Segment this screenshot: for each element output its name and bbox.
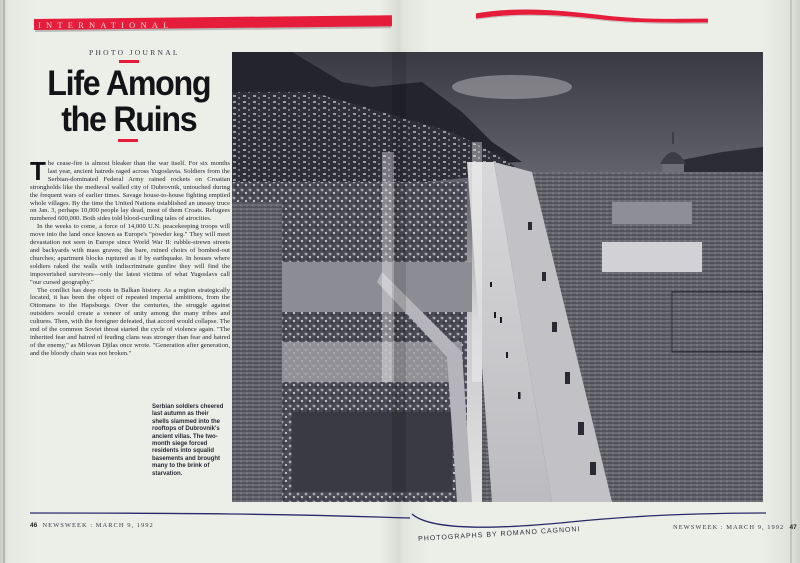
drop-cap: T bbox=[30, 156, 46, 186]
photo-credit: PHOTOGRAPHS BY ROMANO CAGNONI bbox=[418, 526, 581, 543]
photo-caption: Serbian soldiers cheered last autumn as their shells slammed into the rooftops of Dubrovnik's ancient villas. The two-month siege forced residents into squalid basements and brought many to the brink of starvation. bbox=[152, 404, 224, 477]
paragraph-3: The conflict has deep roots in Balkan history. As a region strategically located, it has been the object of repeated imperial ambitions, from the Ottomans to the Hapsburgs. Over the centuries, the struggle against outsiders would create a veneer of unity among the many tribes and cultures. Then, with the foreigner defeated, that accord would collapse. The end of the common Soviet threat started the cycle of violence again. "The inherited fear and hatred of feuding clans was stronger than fear and hatred of the enemy," as Milovan Djilas once wrote. "Generation after generation, and the bloody chain was not broken." bbox=[30, 286, 230, 357]
section-label: INTERNATIONAL bbox=[38, 20, 174, 30]
publication-line-right: NEWSWEEK : MARCH 9, 1992 bbox=[673, 524, 785, 531]
page-edge-left bbox=[3, 0, 5, 563]
headline-rule bbox=[118, 139, 138, 142]
folio-right bbox=[673, 524, 797, 531]
headline-line-1: Life Among bbox=[47, 64, 211, 103]
photo-dubrovnik-ruins bbox=[232, 52, 763, 502]
paragraph-2: In the weeks to come, a force of 14,000 U.N. peacekeeping troops will move into the land once known as Europe's "powder keg." They will meet devastation not seen in Europe since World War II: rubble-strewn streets and backyards with mass graves; the bare, ruined choirs of bombed-out churches; apartment blocks ruptured as if by earthquake. In houses where soldiers raked the walls with indiscriminate gunfire they will find the impoverished survivors—only the latest victims of what Yugoslavs call "our cursed geography." bbox=[30, 223, 230, 286]
headline bbox=[46, 66, 212, 138]
footer-rule-left bbox=[30, 508, 410, 522]
photo-illustration bbox=[232, 52, 763, 502]
page-edge-right bbox=[790, 0, 792, 563]
kicker-rule bbox=[119, 60, 139, 63]
section-header-bar-right bbox=[418, 8, 766, 24]
kicker-label: PHOTO JOURNAL bbox=[89, 48, 180, 57]
headline-line-2: the Ruins bbox=[61, 100, 197, 139]
article-body bbox=[30, 156, 230, 358]
folio-left bbox=[30, 522, 154, 529]
paragraph-1: The cease-fire is almost bleaker than the war itself. For six months last year, ancient hatreds raged across Yugoslavia. Soldiers from the Serbian-dominated Federal Army rained rockets on Croatian strongholds like the medieval walled city of Dubrovnik, untouched during the frequent wars of earlier times. Savage house-to-house fighting emptied whole villages. By the time the United Nations established an uneasy truce on Jan. 3, perhaps 10,000 people lay dead, most of them Croats. Refugees numbered 600,000. Both sides told blood-curdling tales of atrocities. bbox=[30, 156, 230, 223]
page-number-left: 46 bbox=[30, 522, 38, 529]
page-number-right: 47 bbox=[789, 524, 797, 531]
publication-line-left: NEWSWEEK : MARCH 9, 1992 bbox=[42, 522, 154, 529]
